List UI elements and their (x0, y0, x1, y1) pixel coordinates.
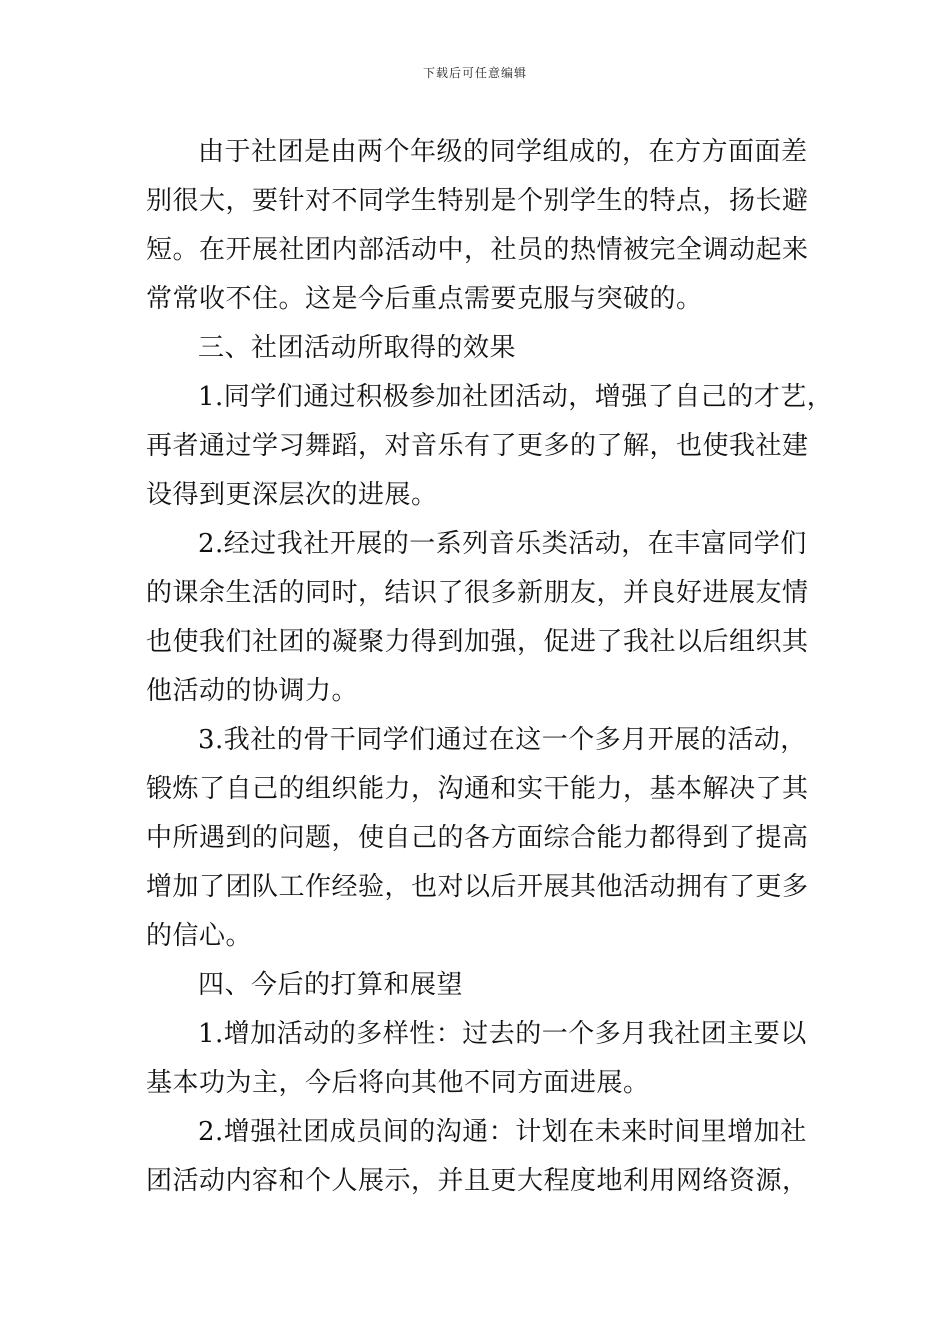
text-line: 团活动内容和个人展示，并且更大程度地利用网络资源， (146, 1166, 809, 1196)
text-line: 的信心。 (146, 921, 253, 951)
text-line: 增加了团队工作经验，也对以后开展其他活动拥有了更多 (146, 872, 809, 902)
text-line: 锻炼了自己的组织能力，沟通和实干能力，基本解决了其 (146, 774, 809, 804)
text-line: 1.增加活动的多样性：过去的一个多月我社团主要以 (198, 1019, 807, 1049)
text-line: 的课余生活的同时，结识了很多新朋友，并良好进展友情 (146, 578, 809, 608)
text-line: 常常收不住。这是今后重点需要克服与突破的。 (146, 284, 703, 314)
section-heading: 三、社团活动所取得的效果 (198, 333, 517, 363)
text-line: 也使我们社团的凝聚力得到加强，促进了我社以后组织其 (146, 627, 809, 657)
text-line: 他活动的协调力。 (146, 676, 359, 706)
text-line: 1.同学们通过积极参加社团活动，增强了自己的才艺， (198, 382, 834, 412)
text-line: 2.经过我社开展的一系列音乐类活动，在丰富同学们 (198, 529, 807, 559)
text-line: 再者通过学习舞蹈，对音乐有了更多的了解，也使我社建 (146, 431, 809, 461)
page-header-note: 下载后可任意编辑 (422, 66, 527, 80)
text-line: 由于社团是由两个年级的同学组成的，在方方面面差 (198, 137, 808, 167)
text-line: 3.我社的骨干同学们通过在这一个多月开展的活动， (198, 725, 807, 755)
document-body (146, 128, 834, 1206)
text-line: 别很大，要针对不同学生特别是个别学生的特点，扬长避 (146, 186, 809, 216)
text-line: 设得到更深层次的进展。 (146, 480, 438, 510)
section-heading: 四、今后的打算和展望 (198, 970, 464, 1000)
text-line: 中所遇到的问题，使自己的各方面综合能力都得到了提高 (146, 823, 809, 853)
text-line: 2.增强社团成员间的沟通：计划在未来时间里增加社 (198, 1117, 807, 1147)
text-line: 基本功为主，今后将向其他不同方面进展。 (146, 1068, 650, 1098)
text-line: 短。在开展社团内部活动中，社员的热情被完全调动起来 (146, 235, 809, 265)
